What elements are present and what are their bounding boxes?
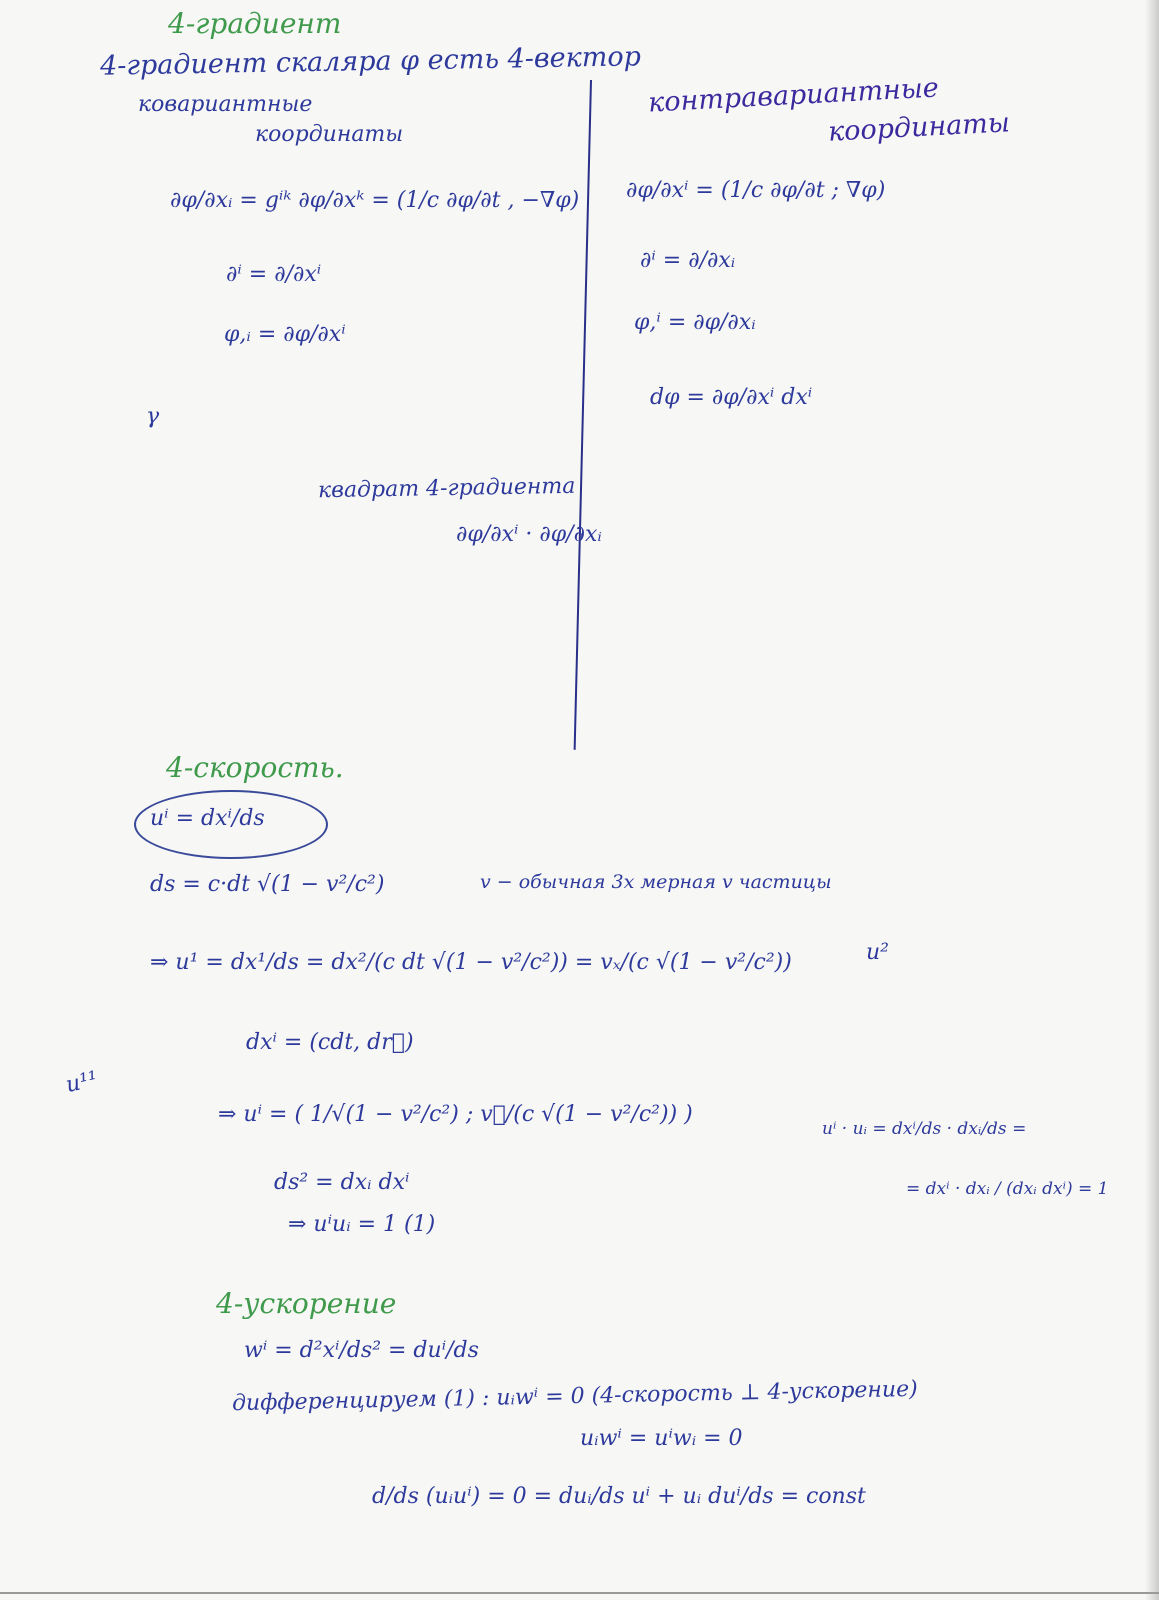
side-calc-line2: = dxⁱ · dxᵢ / (dxᵢ dxⁱ) = 1 (906, 1179, 1109, 1199)
right-title-line2: координаты (827, 107, 1011, 148)
left-note: γ (146, 404, 160, 429)
left-title-line2: координаты (255, 122, 404, 147)
diff-line: дифференцируем (1) : uᵢwⁱ = 0 (4-скорость ⊥ 4-ускорение) (231, 1376, 918, 1417)
ds2-eq: ds² = dxᵢ dxⁱ (274, 1170, 410, 1195)
page-edge-shadow (1145, 0, 1159, 1600)
norm-eq: ⇒ uⁱuᵢ = 1 (1) (288, 1212, 436, 1237)
ui-components-eq: ⇒ uⁱ = ( 1/√(1 − v²/c²) ; v⃗/(c √(1 − v²/c²)) ) (218, 1102, 693, 1127)
derivative-eq: d/ds (uᵢuⁱ) = 0 = duᵢ/ds uⁱ + uᵢ duⁱ/ds = const (372, 1484, 866, 1509)
right-eq-comma-derivative: φ,ⁱ = ∂φ/∂xᵢ (634, 310, 756, 335)
left-eq-operator: ∂ⁱ = ∂/∂xⁱ (226, 262, 322, 287)
left-eq-gradient: ∂φ/∂xᵢ = gⁱᵏ ∂φ/∂xᵏ = (1/c ∂φ/∂t , −∇φ) (170, 188, 580, 213)
gradient-subtitle: 4-градиент скаляра φ есть 4-вектор (99, 41, 642, 82)
ds-eq: ds = c·dt √(1 − v²/c²) (150, 872, 385, 897)
u1-eq: ⇒ u¹ = dx¹/ds = dx²/(c dt √(1 − v²/c²)) = vₓ/(c √(1 − v²/c²)) (150, 950, 792, 975)
margin-mark: u¹¹ (63, 1066, 101, 1099)
right-eq-operator: ∂ⁱ = ∂/∂xᵢ (640, 248, 736, 273)
orthogonality-eq: uᵢwⁱ = uⁱwᵢ = 0 (580, 1426, 743, 1451)
v-note: v − обычная 3х мерная v частицы (480, 871, 832, 893)
left-eq-comma-derivative: φ,ᵢ = ∂φ/∂xⁱ (224, 322, 346, 347)
square-title: квадрат 4-градиента (317, 473, 576, 504)
right-title-line1: контравариантные (647, 72, 940, 119)
square-eq: ∂φ/∂xⁱ · ∂φ/∂xᵢ (456, 522, 602, 547)
acceleration-def: wⁱ = d²xⁱ/ds² = duⁱ/ds (244, 1338, 479, 1363)
page-bottom-edge (0, 1592, 1159, 1594)
left-title-line1: ковариантные (138, 92, 313, 117)
dxi-eq: dxⁱ = (cdt, dr⃗) (246, 1030, 414, 1055)
column-divider (574, 80, 592, 750)
section-title-velocity: 4-скорость. (166, 751, 344, 784)
side-calc-line1: uⁱ · uᵢ = dxⁱ/ds · dxᵢ/ds = (822, 1119, 1027, 1139)
right-eq-differential: dφ = ∂φ/∂xⁱ dxⁱ (650, 385, 813, 410)
u2-label: u² (866, 940, 889, 965)
velocity-def: uⁱ = dxⁱ/ds (150, 806, 265, 831)
right-eq-gradient: ∂φ/∂xⁱ = (1/c ∂φ/∂t ; ∇φ) (626, 178, 886, 203)
section-title-gradient: 4-градиент (168, 7, 342, 40)
section-title-acceleration: 4-ускорение (216, 1287, 397, 1320)
